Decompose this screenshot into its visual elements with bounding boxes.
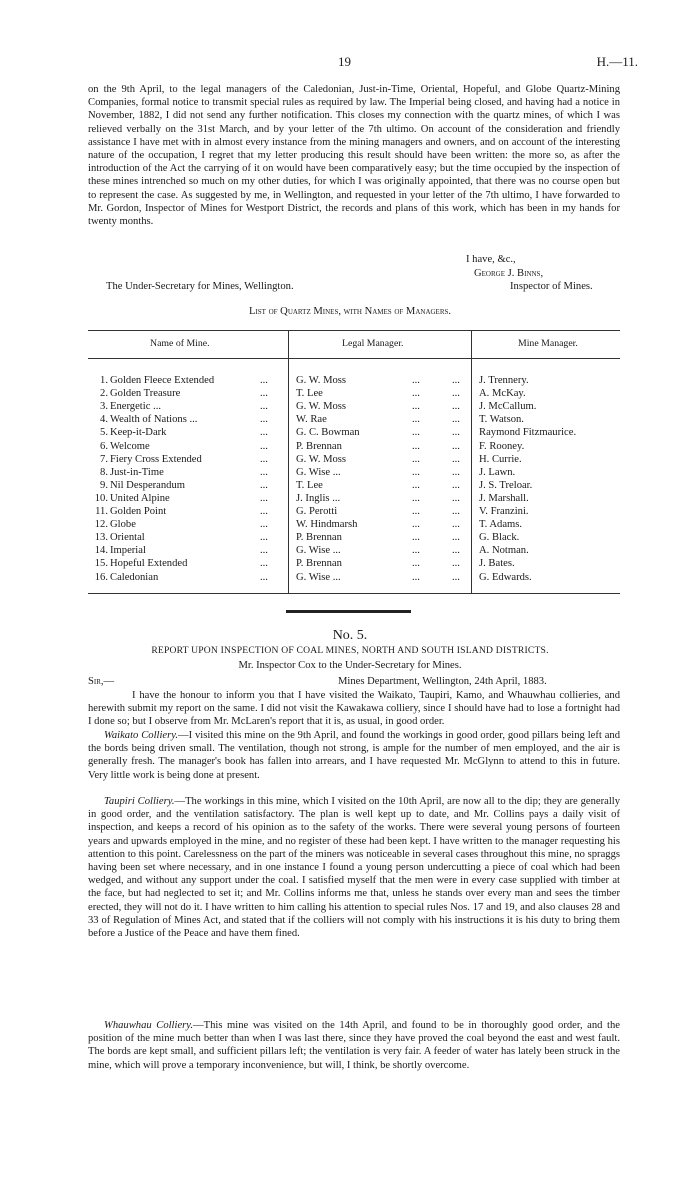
mine-manager: J. Lawn.: [479, 466, 516, 478]
row-number: 10.: [94, 492, 108, 504]
legal-manager: T. Lee: [296, 479, 323, 491]
dot-leader: ...: [260, 427, 268, 439]
mine-name: Keep-it-Dark: [110, 427, 167, 439]
row-number: 2.: [100, 388, 108, 400]
table-row: [88, 492, 620, 505]
mine-name: Globe: [110, 519, 136, 531]
mine-manager: A. McKay.: [479, 388, 526, 400]
dot-leader: ...: [452, 466, 460, 478]
row-number: 7.: [100, 453, 108, 465]
report-title: REPORT UPON INSPECTION OF COAL MINES, NORTH AND SOUTH ISLAND DISTRICTS.: [151, 645, 549, 656]
dot-leader: ...: [412, 532, 420, 544]
mine-name: Caledonian: [110, 571, 159, 583]
report-number: No. 5.: [332, 628, 368, 643]
mine-name: Welcome: [110, 440, 150, 452]
table-row: [88, 466, 620, 479]
legal-manager: G. Perotti: [296, 506, 338, 517]
dot-leader: ...: [260, 479, 268, 491]
mine-name: Imperial: [110, 545, 146, 557]
dot-leader: ...: [412, 492, 420, 504]
mine-manager: G. Edwards.: [479, 571, 532, 583]
dot-leader: ...: [452, 440, 460, 452]
table-title: List of Quartz Mines, with Names of Managers.: [248, 306, 452, 317]
dot-leader: ...: [452, 558, 460, 570]
row-number: 15.: [94, 558, 108, 570]
row-number: 14.: [94, 545, 108, 557]
dot-leader: ...: [452, 492, 460, 504]
header-divider: [88, 358, 620, 359]
row-number: 9.: [100, 479, 108, 491]
dot-leader: ...: [260, 532, 268, 544]
dot-leader: ...: [260, 375, 268, 386]
dot-leader: ...: [260, 466, 268, 478]
dot-leader: ...: [412, 414, 420, 426]
legal-manager: G. C. Bowman: [296, 427, 360, 439]
dot-leader: ...: [452, 479, 460, 491]
table-row: [88, 505, 620, 518]
dot-leader: ...: [260, 571, 268, 583]
table-row: [88, 440, 620, 453]
mine-manager: A. Notman.: [479, 545, 529, 557]
dot-leader: ...: [412, 506, 420, 517]
mine-manager: T. Watson.: [479, 414, 524, 426]
row-number: 12.: [94, 519, 108, 531]
report-subtitle: Mr. Inspector Cox to the Under-Secretary for Mines.: [238, 660, 462, 671]
letter-addressee: The Under-Secretary for Mines, Wellington.: [106, 281, 294, 292]
mine-name: Golden Point: [110, 506, 167, 517]
row-number: 6.: [100, 440, 108, 452]
report-intro: I have the honour to inform you that I have visited the Waikato, Taupiri, Kamo, and Whauwhau collieries, and herewith submit my report on the same. I did not visit the Kawakawa colliery, since I should have had to lose a fortnight had I done so; but I observe from Mr. McLaren's report that it is, as usual, in good order.: [88, 690, 620, 728]
dot-leader: ...: [452, 375, 460, 386]
salutation: Sir,—: [88, 676, 115, 687]
row-number: 5.: [100, 427, 108, 439]
dot-leader: ...: [412, 453, 420, 465]
letter-paragraph: on the 9th April, to the legal managers of the Caledonian, Just-in-Time, Oriental, Hopeful, and Globe Quartz-Mining Companies, formal notice to transmit special rules as required by law. The Imperial being closed, and having had a notice in November, 1882, I did not send any further notification. This closes my connection with the quartz mines, of which I was relieved verbally on the 31st March, and by your letter of the 7th ultimo. On account of the consideration and friendly assistance I have met with in almost every instance from the mining managers and owners, and on account of the interesting nature of the occupation, I regret that my letter producing this result should have been written: the more so, as after the introduction of the Act the carrying of it on would have been comparatively easy; but the time occupied by the inspection of these mines intrenched so much on my other duties, for which I was originally appointed, that there was no course open but to represent the case. As suggested by me, in Wellington, and requested in your letter of the 7th ultimo, I have forwarded to Mr. Gordon, Inspector of Mines for Westport District, the records and plans of this work, which has been in my hands for twenty months.: [88, 84, 620, 228]
dot-leader: ...: [412, 571, 420, 583]
mine-manager: J. Trennery.: [479, 375, 529, 386]
waikato-section: [88, 729, 620, 782]
dot-leader: ...: [412, 401, 420, 413]
mine-manager: H. Currie.: [479, 453, 522, 465]
dot-leader: ...: [452, 506, 460, 517]
mine-manager: V. Franzini.: [479, 506, 529, 517]
dot-leader: ...: [260, 401, 268, 413]
row-number: 8.: [100, 466, 108, 478]
table-row: [88, 374, 620, 387]
section-text: —I visited this mine on the 9th April, and found the workings in good order, good pillars being left and the bords being driven small. The ventilation, though not strong, is ample for the number of men employed, and the air is generally fresh. The manager's book has fallen into arrears, and I have requested Mr. McGlynn to attend to this in future. Very little work is being done at present.: [88, 730, 620, 781]
section-heading: Taupiri Colliery.: [104, 796, 175, 807]
legal-manager: T. Lee: [296, 388, 323, 400]
whauwhau-section: [88, 1019, 620, 1072]
legal-manager: G. Wise ...: [296, 466, 341, 478]
signature-title: Inspector of Mines.: [510, 281, 593, 292]
table-row: [88, 518, 620, 531]
dot-leader: ...: [452, 519, 460, 531]
dot-leader: ...: [452, 401, 460, 413]
column-header-mine: Name of Mine.: [150, 338, 210, 349]
date-line: Mines Department, Wellington, 24th April, 1883.: [338, 676, 547, 687]
legal-manager: G. Wise ...: [296, 545, 341, 557]
mine-manager: G. Black.: [479, 532, 520, 544]
column-header-legal-manager: Legal Manager.: [342, 338, 404, 349]
quartz-mines-table: [88, 330, 620, 594]
dot-leader: ...: [412, 479, 420, 491]
table-row: [88, 387, 620, 400]
table-row: [88, 400, 620, 413]
table-row: [88, 571, 620, 584]
legal-manager: P. Brennan: [296, 558, 342, 570]
legal-manager: P. Brennan: [296, 532, 342, 544]
legal-manager: P. Brennan: [296, 440, 342, 452]
mine-name: Wealth of Nations ...: [110, 414, 198, 426]
table-row: [88, 557, 620, 570]
dot-leader: ...: [452, 571, 460, 583]
dot-leader: ...: [260, 558, 268, 570]
table-row: [88, 413, 620, 426]
row-number: 4.: [100, 414, 108, 426]
table-row: [88, 544, 620, 557]
dot-leader: ...: [412, 427, 420, 439]
legal-manager: G. W. Moss: [296, 375, 347, 386]
dot-leader: ...: [260, 388, 268, 400]
dot-leader: ...: [452, 545, 460, 557]
legal-manager: G. W. Moss: [296, 453, 347, 465]
table-row: [88, 453, 620, 466]
dot-leader: ...: [260, 545, 268, 557]
mine-name: Golden Treasure: [110, 388, 181, 400]
mine-name: United Alpine: [110, 492, 170, 504]
table-row: [88, 479, 620, 492]
dot-leader: ...: [452, 388, 460, 400]
letter-closing: I have, &c.,: [466, 254, 516, 265]
column-header-mine-manager: Mine Manager.: [518, 338, 578, 349]
row-number: 11.: [95, 506, 108, 517]
dot-leader: ...: [260, 506, 268, 517]
dot-leader: ...: [412, 388, 420, 400]
dot-leader: ...: [260, 414, 268, 426]
mine-name: Nil Desperandum: [110, 479, 186, 491]
section-heading: Waikato Colliery.: [104, 730, 178, 741]
mine-manager: J. Marshall.: [479, 492, 529, 504]
dot-leader: ...: [412, 375, 420, 386]
letter-signature: George J. Binns,: [474, 268, 544, 279]
mine-manager: T. Adams.: [479, 519, 523, 531]
dot-leader: ...: [412, 440, 420, 452]
section-heading: Whauwhau Colliery.: [104, 1020, 194, 1031]
dot-leader: ...: [260, 440, 268, 452]
section-text: —The workings in this mine, which I visited on the 10th April, are now all to the dip; they are generally in good order, and the ventilation satisfactory. The plan is well kept up to date, and Mr. Collins pays a daily visit of inspection, and keeps a record of his opinion as to the safety of the works. There were several young persons of fourteen years and upwards employed in the mine, and no register of these had been kept. I have written to the manager requesting his attention to this point. Carelessness on the part of the miners was noticeable in several cases throughout this mine, no spraggs having been set where necessary, and in one instance I found a young person undercutting a piece of coal which had been wedged, and without any support under the coal. I satisfied myself that the men were in every case supplied with timber at the face, but had neglected to set it; and Mr. Collins informs me that, unless he stands over every man and sees the timber erected, they will not do it. I have written to him calling his attention to special rules Nos. 17 and 19, and also clauses 28 and 33 of Regulation of Mines Act, and stated that if the colliers will not comply with his instructions it is his duty to bring them before a Justice of the Peace and have them fined.: [88, 796, 621, 940]
section-text: —This mine was visited on the 14th April, and found to be in thoroughly good order, and the position of the mine much better than when I was last there, since they have proved the coal beyond the east and west fault. The bords are kept small, and sufficient pillars left; the ventilation is very fair. A feeder of water has lately been struck in the mine, which will prove a temporary inconvenience, but will, I think, be shortly overcome.: [88, 1020, 621, 1071]
dot-leader: ...: [452, 427, 460, 439]
legal-manager: W. Rae: [296, 414, 327, 426]
legal-manager: G. W. Moss: [296, 401, 347, 413]
dot-leader: ...: [452, 414, 460, 426]
dot-leader: ...: [452, 532, 460, 544]
mine-manager: Raymond Fitzmaurice.: [479, 427, 577, 439]
dot-leader: ...: [412, 545, 420, 557]
dot-leader: ...: [412, 466, 420, 478]
legal-manager: W. Hindmarsh: [296, 519, 358, 531]
mine-name: Golden Fleece Extended: [110, 375, 215, 386]
mine-manager: J. Bates.: [479, 558, 515, 570]
dot-leader: ...: [260, 453, 268, 465]
taupiri-section: [88, 795, 620, 940]
page-number: 19: [338, 54, 351, 69]
mine-name: Fiery Cross Extended: [110, 453, 202, 465]
table-row: [88, 531, 620, 544]
row-number: 13.: [94, 532, 108, 544]
mine-manager: F. Rooney.: [479, 440, 525, 452]
row-number: 1.: [100, 375, 108, 386]
table-row: [88, 426, 620, 439]
mine-name: Oriental: [110, 532, 145, 544]
mine-manager: J. S. Treloar.: [479, 479, 533, 491]
document-reference: H.—11.: [596, 54, 638, 69]
mine-manager: J. McCallum.: [479, 401, 537, 413]
row-number: 3.: [100, 401, 108, 413]
legal-manager: J. Inglis ...: [296, 492, 341, 504]
mine-name: Energetic ...: [110, 401, 161, 413]
row-number: 16.: [94, 571, 108, 583]
dot-leader: ...: [412, 558, 420, 570]
dot-leader: ...: [260, 492, 268, 504]
mine-name: Just-in-Time: [110, 466, 164, 478]
dot-leader: ...: [452, 453, 460, 465]
section-rule: [286, 610, 411, 613]
legal-manager: G. Wise ...: [296, 571, 341, 583]
mine-name: Hopeful Extended: [110, 558, 188, 570]
dot-leader: ...: [260, 519, 268, 531]
dot-leader: ...: [412, 519, 420, 531]
